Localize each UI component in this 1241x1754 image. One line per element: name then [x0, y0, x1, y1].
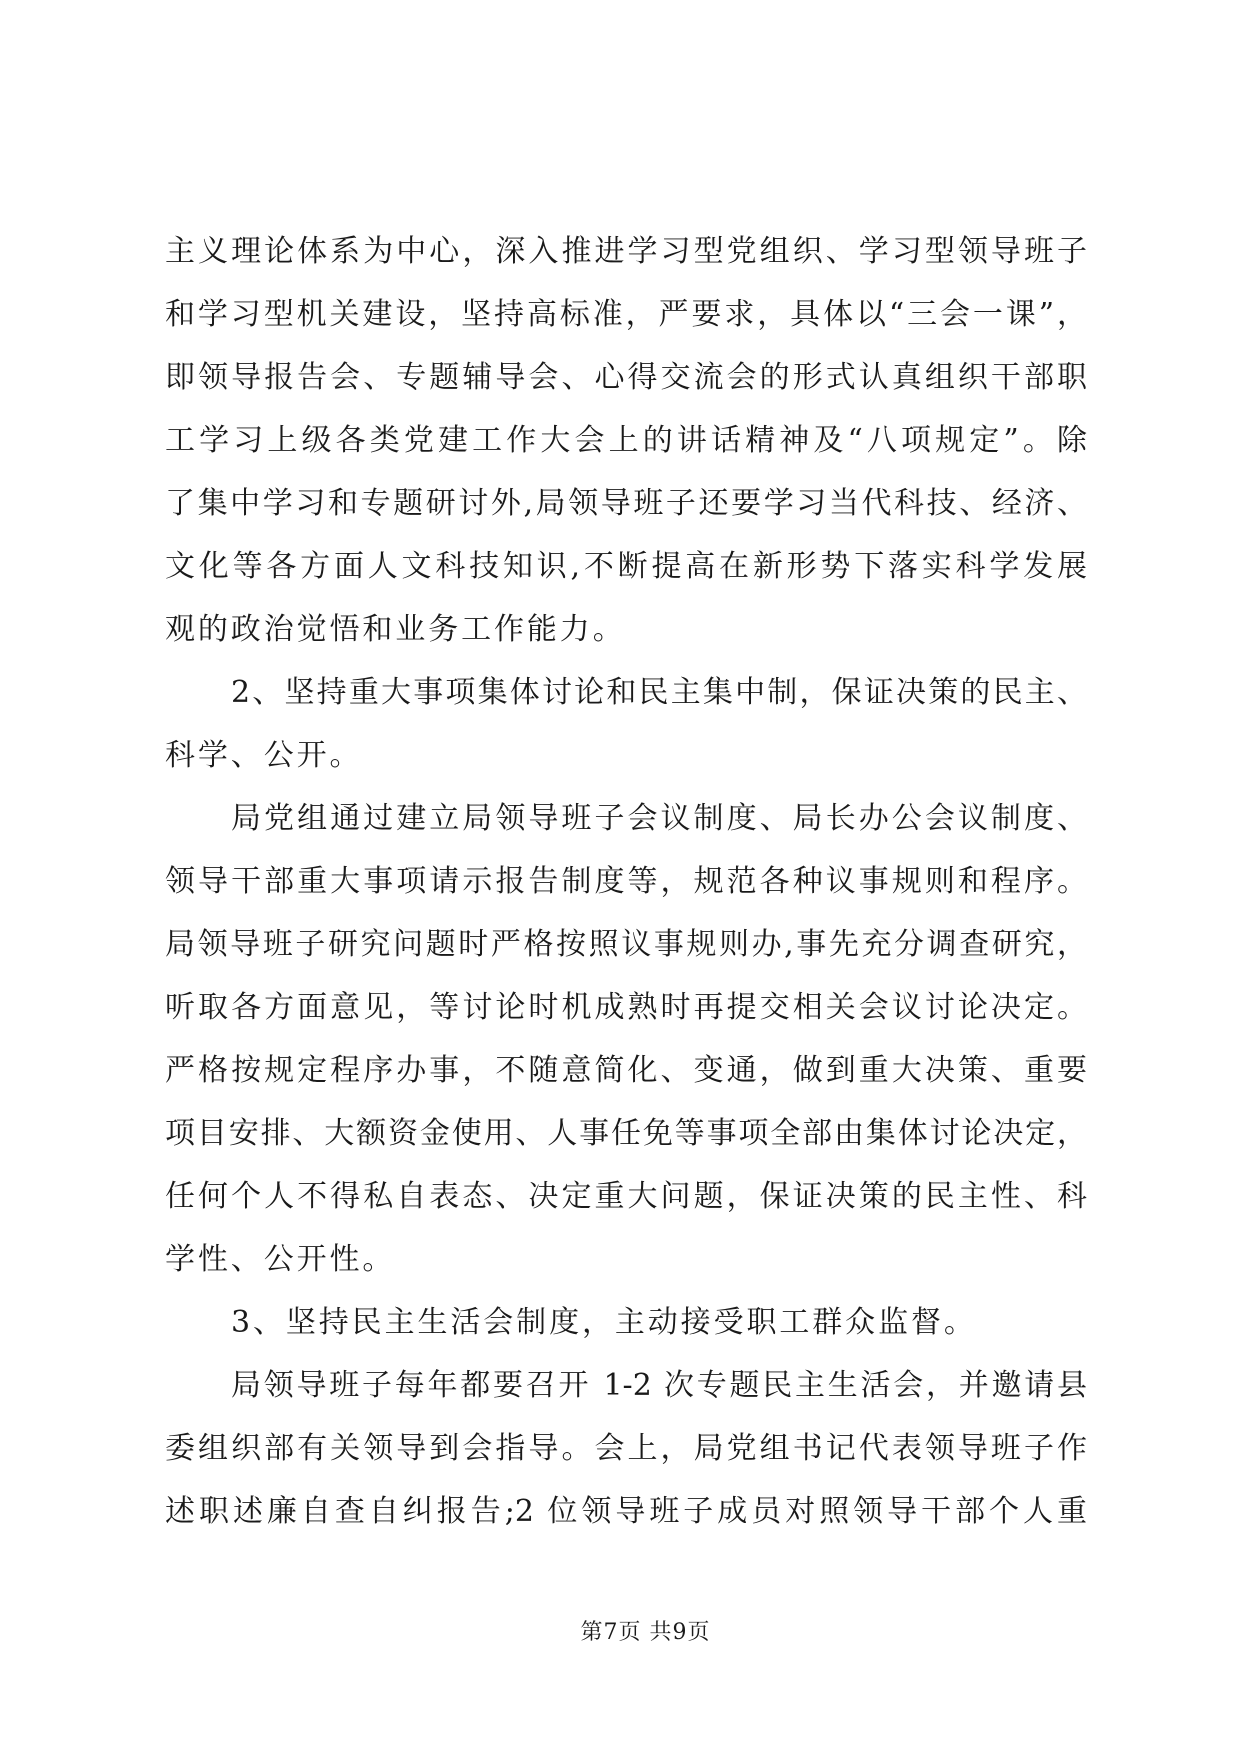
text-line: 述职述廉自查自纠报告;2 位领导班子成员对照领导干部个人重: [165, 1494, 1087, 1529]
text-line: 学性、公开性。: [165, 1242, 396, 1277]
text-line: 项目安排、大额资金使用、人事任免等事项全部由集体讨论决定，: [165, 1116, 1087, 1151]
text-line: 听取各方面意见，等讨论时机成熟时再提交相关会议讨论决定。: [165, 990, 1087, 1025]
document-body: [165, 220, 1087, 1543]
text-line: 科学、公开。: [165, 738, 363, 773]
text-line: 文化等各方面人文科技知识,不断提高在新形势下落实科学发展: [165, 549, 1087, 584]
text-line: 任何个人不得私自表态、决定重大问题，保证决策的民主性、科: [165, 1179, 1087, 1214]
text-line: 2、坚持重大事项集体讨论和民主集中制，保证决策的民主、: [231, 675, 1087, 710]
paragraph-study-continuation: [165, 220, 1087, 661]
text-line: 局领导班子研究问题时严格按照议事规则办,事先充分调查研究，: [165, 927, 1087, 962]
section-heading-2: [165, 661, 1087, 787]
paragraph-decision-making: [165, 787, 1087, 1291]
text-line: 局党组通过建立局领导班子会议制度、局长办公会议制度、: [231, 801, 1087, 836]
text-line: 即领导报告会、专题辅导会、心得交流会的形式认真组织干部职: [165, 360, 1087, 395]
text-line: 观的政治觉悟和业务工作能力。: [165, 612, 626, 647]
text-line: 委组织部有关领导到会指导。会上，局党组书记代表领导班子作: [165, 1431, 1087, 1466]
text-line: 主义理论体系为中心，深入推进学习型党组织、学习型领导班子: [165, 234, 1087, 269]
text-line: 工学习上级各类党建工作大会上的讲话精神及“八项规定”。除: [165, 423, 1087, 458]
section-heading-3: [165, 1291, 1087, 1354]
text-line: 3、坚持民主生活会制度，主动接受职工群众监督。: [231, 1305, 977, 1340]
text-line: 严格按规定程序办事，不随意简化、变通，做到重大决策、重要: [165, 1053, 1087, 1088]
text-line: 局领导班子每年都要召开 1-2 次专题民主生活会，并邀请县: [231, 1368, 1087, 1403]
text-line: 领导干部重大事项请示报告制度等，规范各种议事规则和程序。: [165, 864, 1087, 899]
page-footer: 第7页 共9页: [580, 1620, 711, 1645]
text-line: 和学习型机关建设，坚持高标准，严要求，具体以“三会一课”，: [165, 297, 1087, 332]
text-line: 了集中学习和专题研讨外,局领导班子还要学习当代科技、经济、: [165, 486, 1087, 521]
paragraph-democratic-life-meeting: [165, 1354, 1087, 1543]
